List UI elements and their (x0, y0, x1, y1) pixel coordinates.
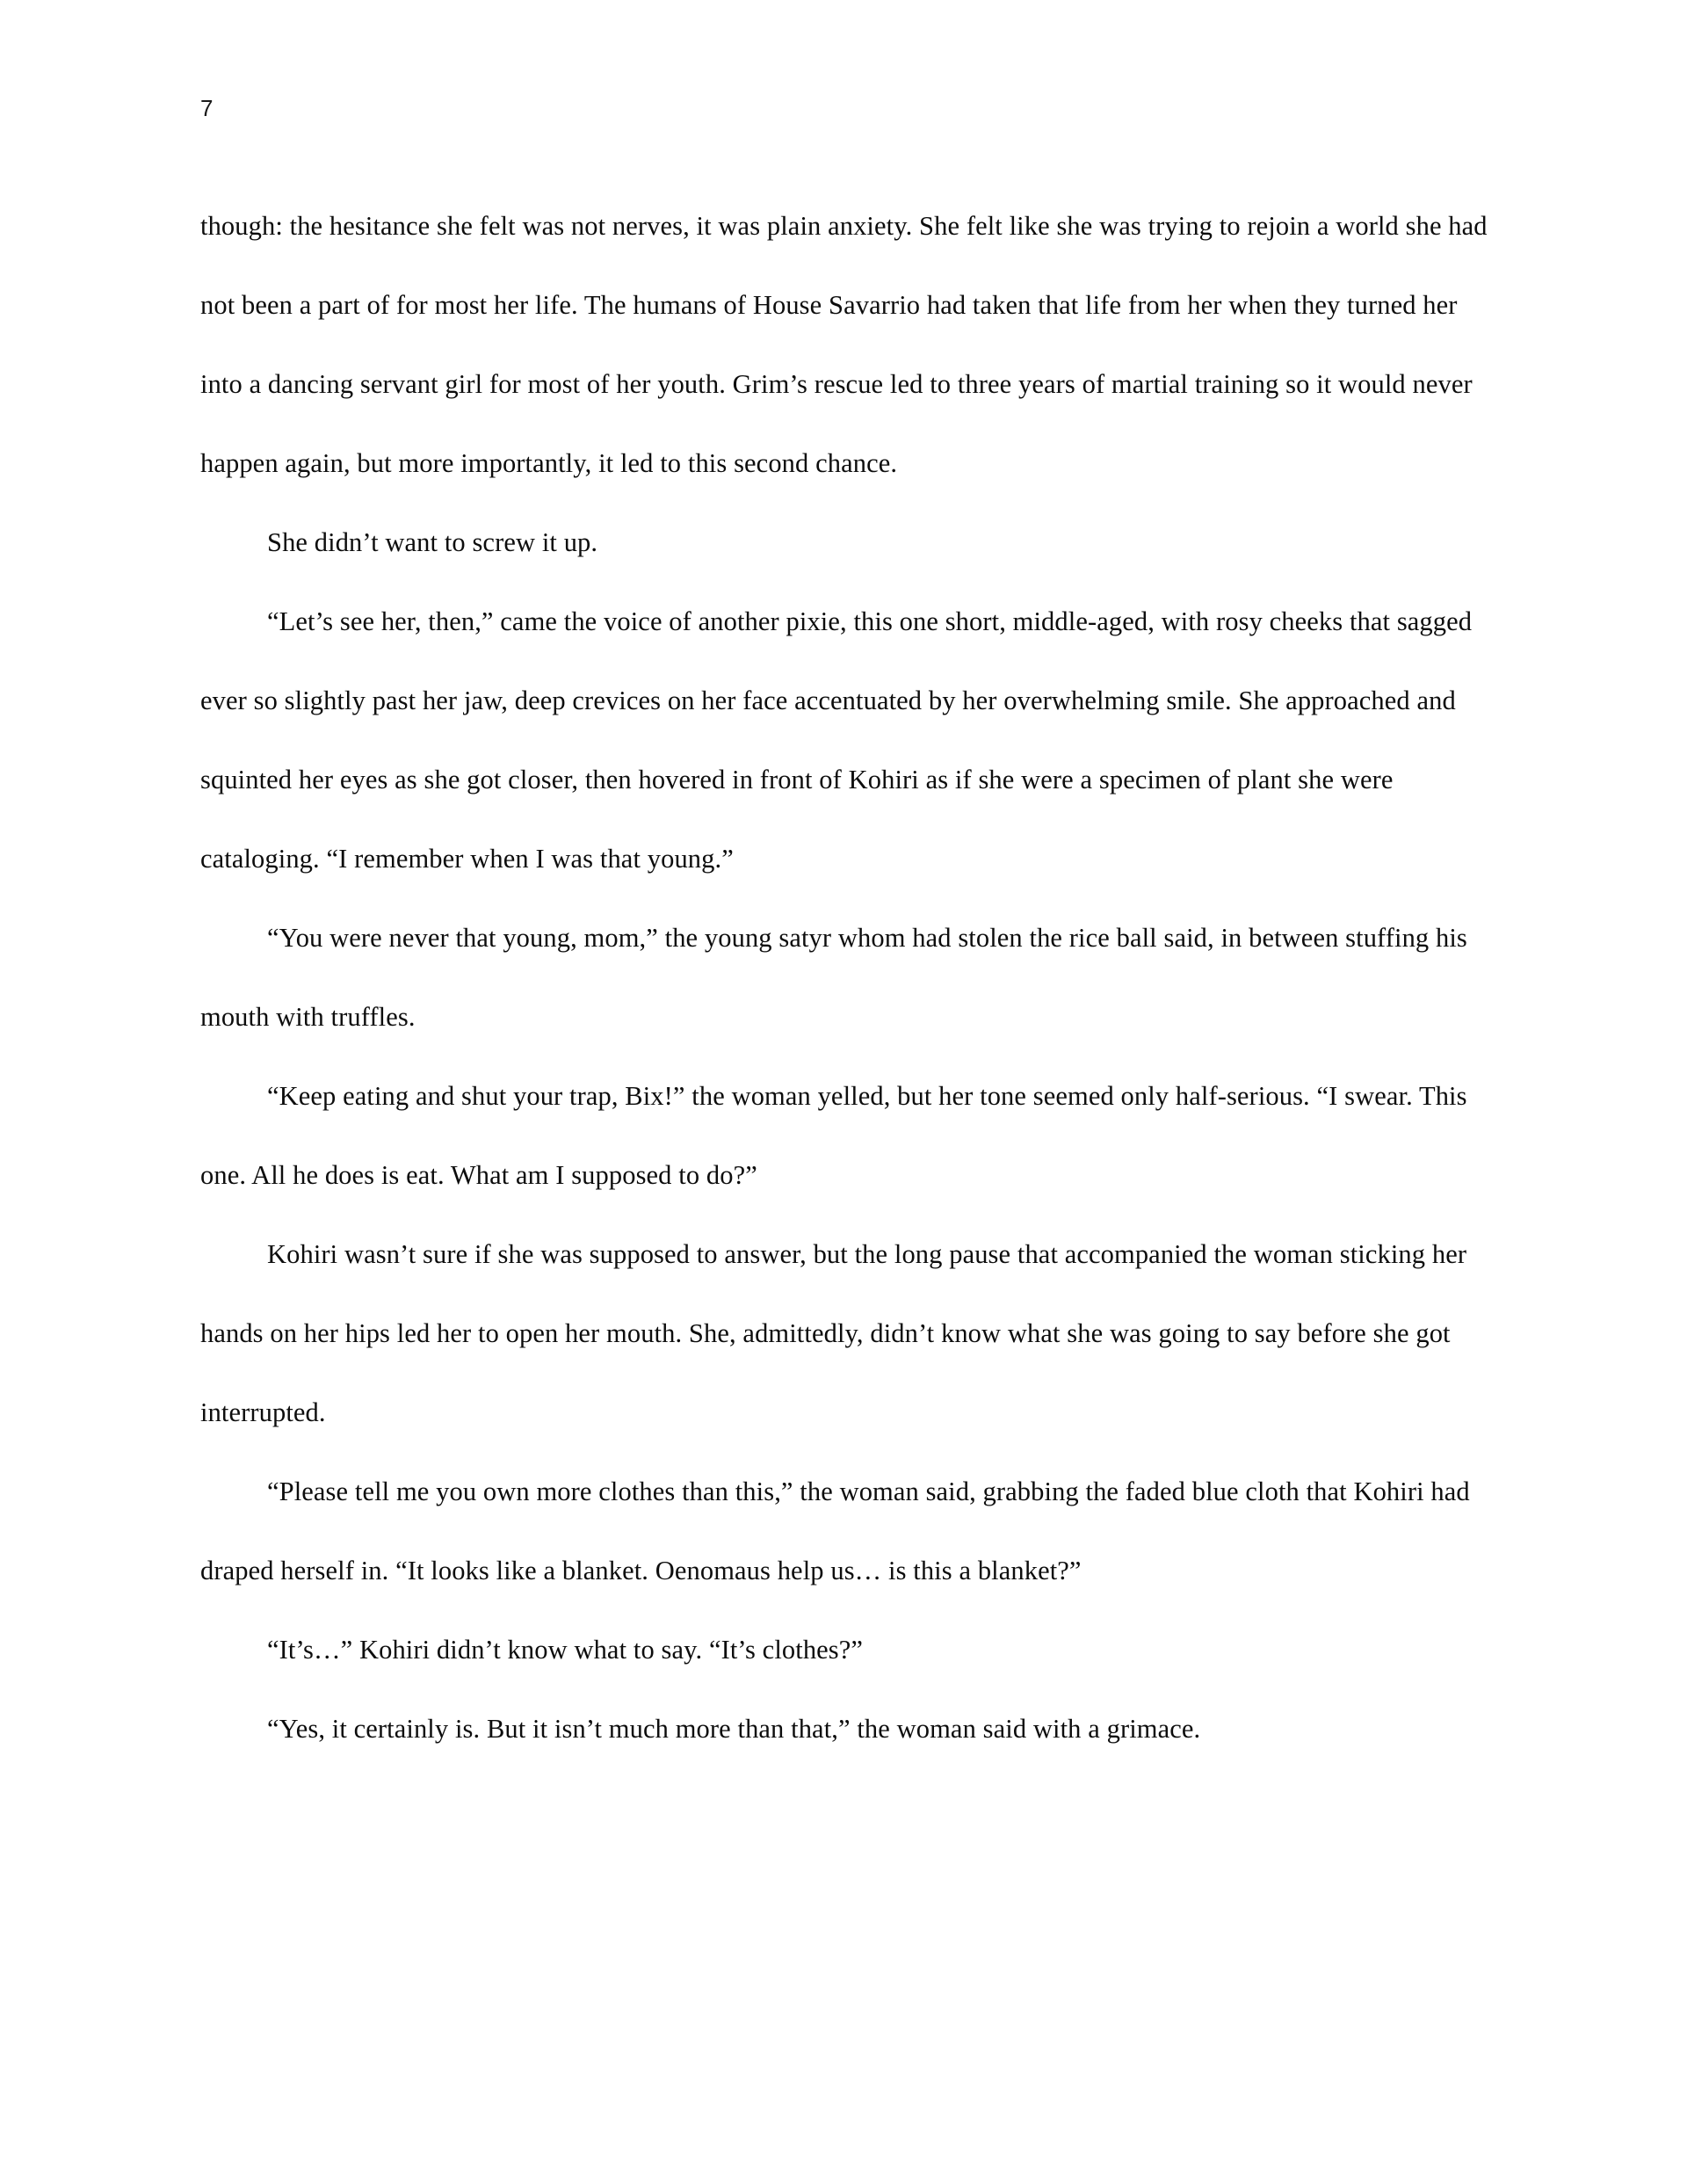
paragraph: “Please tell me you own more clothes than this,” the woman said, grabbing the faded blue cloth that Kohiri had draped herself in. “It looks like a blanket. Oenomaus help us… is this a blanket?” (200, 1477, 1470, 1585)
paragraph: Kohiri wasn’t sure if she was supposed to answer, but the long pause that accompanied the woman sticking her hands on her hips led her to open her mouth. She, admittedly, didn’t know what she was going to say before she got interrupted. (200, 1239, 1467, 1427)
paragraph: “Let’s see her, then,” came the voice of another pixie, this one short, middle-aged, with rosy cheeks that sagged ever so slightly past her jaw, deep crevices on her face accentuated by her overwhelming smile. She approached and squinted her eyes as she got closer, then hovered in front of Kohiri as if she were a specimen of plant she were cataloging. “I remember when I was that young.” (200, 606, 1473, 874)
paragraph: “Keep eating and shut your trap, Bix!” the woman yelled, but her tone seemed only half-serious. “I swear. This one. All he does is eat. What am I supposed to do?” (200, 1081, 1467, 1190)
paragraph: “It’s…” Kohiri didn’t know what to say. “It’s clothes?” (267, 1635, 864, 1665)
paragraph: though: the hesitance she felt was not nerves, it was plain anxiety. She felt like she was trying to rejoin a world she had not been a part of for most her life. The humans of House Savarrio had taken that life from her when they turned her into a dancing servant girl for most of her youth. Grim’s rescue led to three years of martial training so it would never happen again, but more importantly, it led to this second chance. (200, 211, 1488, 478)
page-number: 7 (200, 95, 214, 121)
paragraph: “Yes, it certainly is. But it isn’t much more than that,” the woman said with a grimace. (267, 1714, 1201, 1744)
body-text (200, 186, 1494, 1768)
paragraph: She didn’t want to screw it up. (267, 527, 598, 557)
paragraph: “You were never that young, mom,” the young satyr whom had stolen the rice ball said, in between stuffing his mouth with truffles. (200, 923, 1467, 1032)
